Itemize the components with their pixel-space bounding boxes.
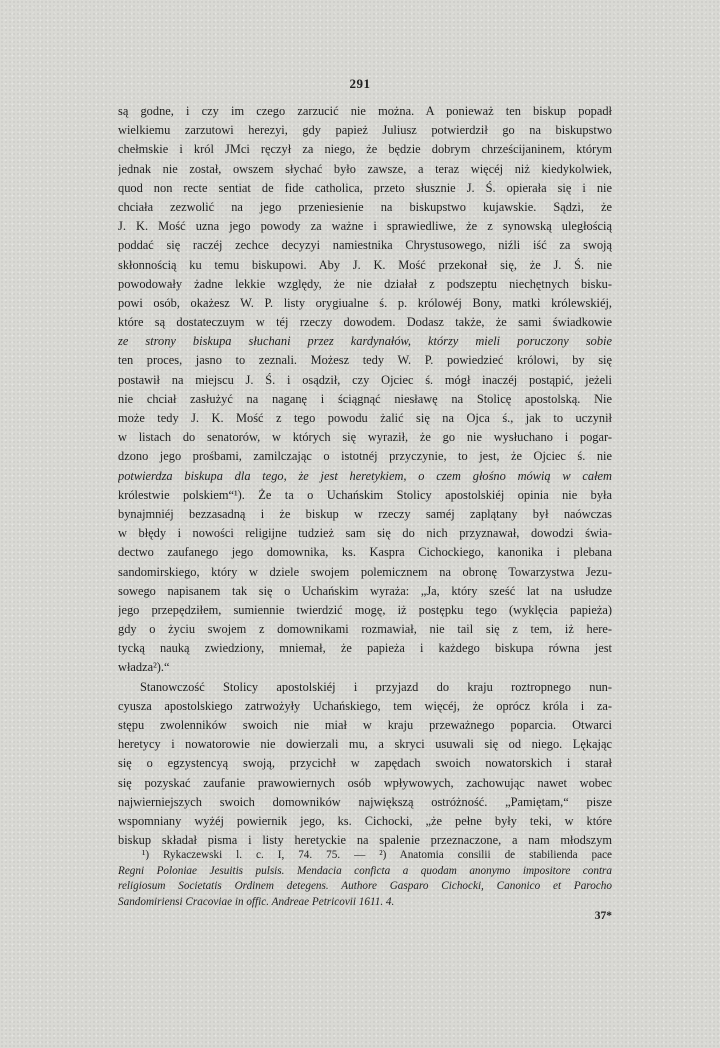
body-line: gdy o życiu swojem z domownikami rozmawiał, nie tail się z tem, iż here- bbox=[118, 622, 612, 637]
body-line: władza²).“ bbox=[118, 660, 170, 675]
body-text bbox=[118, 102, 612, 850]
body-line: J. K. Mość uzna jego powody za ważne i sprawiedliwe, że z synowską uległością bbox=[118, 219, 612, 234]
body-line: jego przepędziłem, sumiennie twierdzić mogę, iż postępku tego (wyklęcia papieża) bbox=[118, 602, 612, 617]
body-line: poddać się raczéj zechce decyzyi namiestnika Chrystusowego, niźli iść za swoją bbox=[118, 238, 612, 253]
signature-mark: 37* bbox=[594, 910, 612, 922]
body-line: jednak nie został, owszem słychać było zawsze, a teraz więcéj niż kiedykolwiek, bbox=[118, 161, 612, 176]
footnote-line: religiosum Societatis Ordinem detegens. Authore Gasparo Cichocki, Canonico et Parocho bbox=[118, 880, 612, 893]
footnote-line: Sandomiriensi Cracoviae in offic. Andreae Petricovii 1611. 4. bbox=[118, 895, 395, 908]
footnote-line: ¹) Rykaczewski l. c. I, 74. 75. — ²) Anatomia consilii de stabilienda pace bbox=[142, 849, 612, 861]
body-line: powodowały żadne lekkie względy, że nie działał z podszeptu niechętnych bisku- bbox=[118, 276, 612, 291]
body-line: sowego napisanem tak się o Uchańskim wyraża: „Ja, który sześć lat na usłudze bbox=[118, 583, 612, 598]
body-line: najwierniejszych swoich domowników największą ostróżność. „Pamiętam,“ pisze bbox=[118, 794, 612, 809]
body-line: wielkiemu zarzutowi herezyi, gdy papież Juliusz potwierdził go na biskupstwo bbox=[118, 123, 612, 138]
body-line: może tedy J. K. Mość z tego powodu żalić się na Ojca ś., jak to uczynił bbox=[118, 411, 612, 425]
body-line: skłonnością ku temu biskupowi. Aby J. K. Mość przekonał się, że J. Ś. nie bbox=[118, 257, 612, 272]
body-line: Stanowczość Stolicy apostolskiéj i przyjazd do kraju roztropnego nun- bbox=[140, 679, 612, 694]
body-line: w błędy i nowości religijne tudzież sam się do nich przyznawał, dowodzi świa- bbox=[118, 526, 612, 541]
body-line: postawił na miejscu J. Ś. i osądził, czy Ojciec ś. mógł inaczéj postąpić, jeżeli bbox=[118, 372, 612, 387]
body-line: się o egzystencyą swoją, przycichł w zapędach swoich nowatorskich i starał bbox=[118, 756, 612, 771]
body-line: cyusza apostolskiego zatrwożyły Uchańskiego, tem więcéj, że oprócz króla i za- bbox=[118, 698, 612, 713]
body-line: biskup składał pisma i listy heretyckie na spalenie przeznaczone, a nam młodszym bbox=[118, 833, 612, 848]
body-line: chełmskie i król JMci ręczył za niego, że będzie dobrym chrześcijaninem, którym bbox=[118, 142, 612, 157]
body-line: są godne, i czy im czego zarzucić nie można. A ponieważ ten biskup popadł bbox=[118, 104, 612, 118]
footnote-line: Regni Poloniae Jesuitis pulsis. Mendacia conficta a quodam anonymo impositore contra bbox=[118, 864, 612, 877]
body-line: sandomirskiego, który w dziele swojem polemicznem na obronę Towarzystwa Jezu- bbox=[118, 564, 612, 579]
body-line: ze strony biskupa słuchani przez kardynałów, którzy mieli poruczony sobie bbox=[118, 334, 612, 349]
body-line: które są dostateczuym w téj rzeczy dowodem. Dodasz także, że sami świadkowie bbox=[118, 315, 612, 330]
body-line: quod non recte sentiat de fide catholica, przeto słusznie J. Ś. opierała się i nie bbox=[118, 180, 612, 195]
body-line: bynajmniéj bezzasadną i że biskup w rzeczy saméj zaplątany był naówczas bbox=[118, 506, 612, 521]
body-line: stępu zwolenników swoich nie miał w kraju przeważnego poparcia. Otwarci bbox=[118, 718, 612, 732]
body-line: dzono jego prośbami, zamilczając o istotnéj przyczynie, to jest, że Ojciec ś. nie bbox=[118, 449, 612, 464]
body-line: heretycy i nowatorowie nie dowierzali mu, a skryci usuwali się od niego. Lękając bbox=[118, 737, 612, 752]
body-line: królestwie polskiem“¹). Że ta o Uchańskim Stolicy apostolskiéj opinia nie była bbox=[118, 487, 612, 502]
body-line: w listach do senatorów, w których się wyraził, że go nie wysłuchano i pogar- bbox=[118, 430, 612, 445]
footnotes bbox=[118, 848, 612, 910]
page-number: 291 bbox=[349, 76, 371, 91]
body-line: ten proces, jasno to zeznali. Możesz tedy W. P. powiedzieć królowi, by się bbox=[118, 353, 612, 368]
body-line: potwierdza biskupa dla tego, że jest heretykiem, o czem głośno mówią w całem bbox=[118, 468, 612, 483]
body-line: chciała zezwolić na jego przeniesienie na biskupstwo kujawskie. Sądzi, że bbox=[118, 199, 612, 214]
body-line: tycką nauką zwiedziony, mniemał, że papieża i każdego biskupa równa jest bbox=[118, 641, 612, 656]
body-line: dectwo zaufanego jego domownika, ks. Kaspra Cichockiego, kanonika i plebana bbox=[118, 545, 612, 560]
body-line: się pozyskać zaufanie prawowiernych osób wpływowych, zachowując nawet wobec bbox=[118, 775, 612, 790]
body-line: powi osób, okażesz W. P. listy orygiualne ś. p. królowéj Bony, matki królewskiéj, bbox=[118, 295, 612, 310]
body-line: wspomniany wyżéj powiernik jego, ks. Cichocki, „że pełne były teki, w które bbox=[118, 813, 612, 828]
body-line: nie chciał zasłużyć na naganę i ściągnąć niesławę na Stolicę apostolską. Nie bbox=[118, 391, 612, 406]
